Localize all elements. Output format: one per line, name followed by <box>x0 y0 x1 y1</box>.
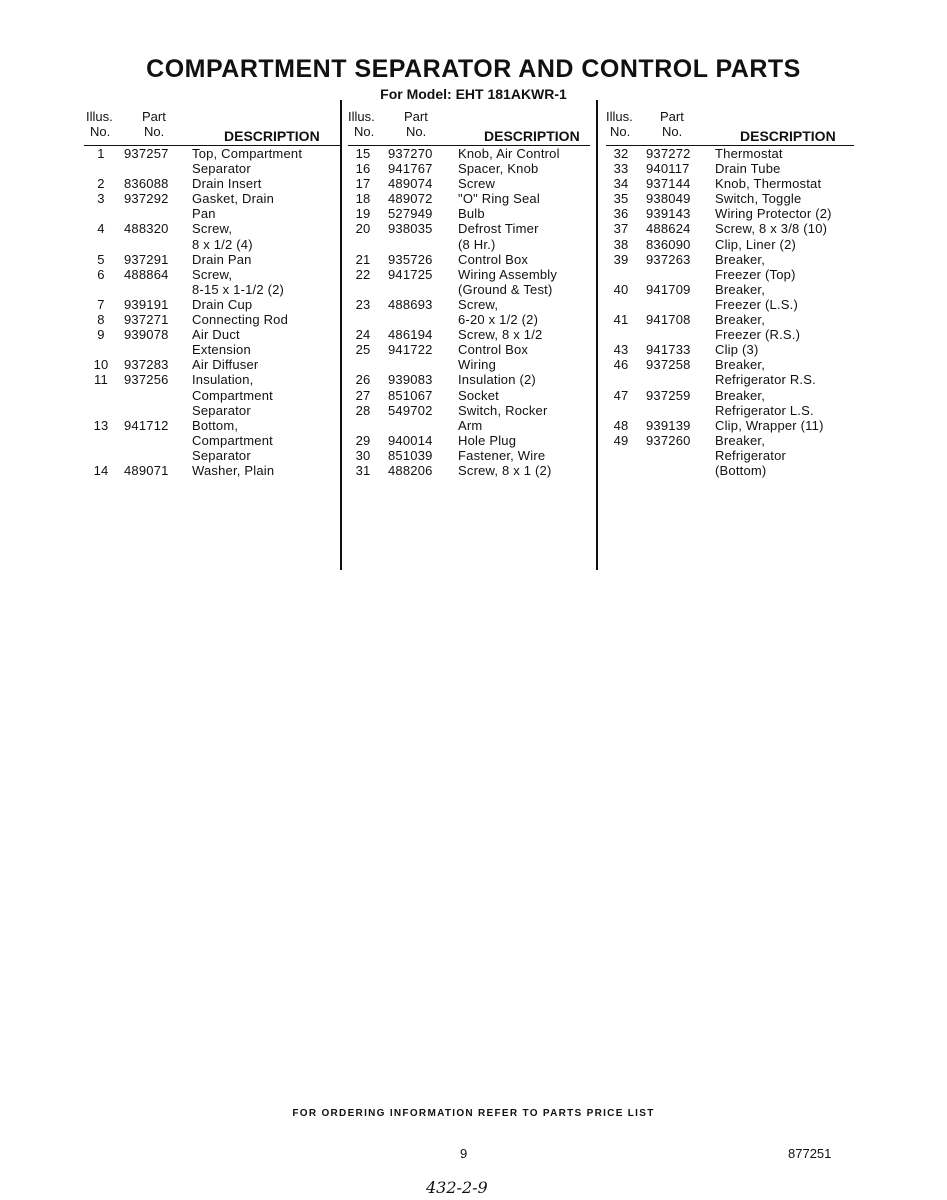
part-number: 937263 <box>646 251 691 267</box>
part-description: Knob, Thermostat <box>715 176 822 192</box>
illus-number: 25 <box>355 342 371 358</box>
part-description: Pan <box>192 206 216 222</box>
part-description: Insulation, <box>192 372 254 388</box>
illus-number <box>606 403 636 418</box>
illus-number: 43 <box>613 342 629 358</box>
header-description: DESCRIPTION <box>224 128 320 144</box>
part-description: Screw, <box>458 296 499 312</box>
parts-row <box>348 221 590 236</box>
parts-row <box>606 297 854 312</box>
illus-number: 21 <box>355 251 371 267</box>
header-illus-line2: No. <box>610 124 631 139</box>
part-description: Defrost Timer <box>458 221 539 237</box>
part-number <box>636 448 715 463</box>
part-description: Thermostat <box>715 146 783 161</box>
parts-row <box>606 237 854 252</box>
parts-row <box>348 357 590 372</box>
header-part-line1: Part <box>404 109 428 124</box>
illus-number <box>84 237 118 252</box>
parts-column-2 <box>348 108 590 478</box>
part-description: Washer, Plain <box>192 462 275 478</box>
part-number: 937283 <box>124 357 169 373</box>
part-number: 527949 <box>388 206 433 222</box>
parts-row <box>84 372 342 387</box>
part-number <box>636 372 715 387</box>
illus-number <box>84 403 118 418</box>
parts-row <box>84 206 342 221</box>
part-number: 488624 <box>646 221 691 237</box>
parts-row <box>606 433 854 448</box>
parts-row <box>606 312 854 327</box>
illus-number <box>348 237 378 252</box>
parts-row <box>348 403 590 418</box>
part-description: Screw, <box>192 221 233 237</box>
part-description: Switch, Toggle <box>715 191 802 207</box>
illus-number: 2 <box>97 176 105 192</box>
part-description: Screw, 8 x 1/2 <box>458 327 543 343</box>
part-number: 937270 <box>388 146 433 161</box>
part-description: Refrigerator L.S. <box>715 402 814 418</box>
parts-rows <box>348 146 590 478</box>
model-subtitle: For Model: EHT 181AKWR-1 <box>380 86 567 102</box>
parts-row <box>606 146 854 161</box>
part-number: 941708 <box>646 312 691 328</box>
parts-row <box>84 418 342 433</box>
part-number <box>636 297 715 312</box>
illus-number <box>348 312 378 327</box>
parts-row <box>84 161 342 176</box>
part-description: Wiring Assembly <box>458 266 558 282</box>
part-number: 937272 <box>646 146 691 161</box>
header-description: DESCRIPTION <box>484 128 580 144</box>
illus-number: 7 <box>97 296 105 312</box>
parts-row <box>84 312 342 327</box>
parts-row <box>606 252 854 267</box>
parts-row <box>348 463 590 478</box>
part-number <box>118 403 192 418</box>
illus-number <box>348 418 378 433</box>
page-title: COMPARTMENT SEPARATOR AND CONTROL PARTS <box>146 55 801 83</box>
parts-row <box>606 327 854 342</box>
part-number <box>636 267 715 282</box>
parts-row <box>84 327 342 342</box>
parts-row <box>606 221 854 236</box>
header-illus-line1: Illus. <box>348 109 375 124</box>
illus-number <box>348 282 378 297</box>
header-illus-line1: Illus. <box>86 109 113 124</box>
part-number: 940117 <box>646 161 690 177</box>
part-number: 488206 <box>388 462 433 478</box>
part-number <box>636 403 715 418</box>
illus-number <box>84 433 118 448</box>
part-number: 939139 <box>646 417 691 433</box>
part-number <box>378 282 458 297</box>
illus-number: 47 <box>613 387 629 403</box>
part-description: Control Box <box>458 342 529 358</box>
part-number: 489074 <box>388 176 433 192</box>
header-description: DESCRIPTION <box>740 128 836 144</box>
part-description: Freezer (Top) <box>715 266 796 282</box>
column-divider-2 <box>596 100 598 570</box>
part-number <box>118 161 192 176</box>
part-description: Air Duct <box>192 327 240 343</box>
parts-row <box>606 161 854 176</box>
part-description: Hole Plug <box>458 432 517 448</box>
parts-row <box>84 237 342 252</box>
parts-row <box>84 252 342 267</box>
illus-number: 18 <box>355 191 371 207</box>
illus-number: 5 <box>97 251 105 267</box>
illus-number: 8 <box>97 312 105 328</box>
part-description: (Bottom) <box>715 462 767 478</box>
parts-row <box>348 146 590 161</box>
part-description: 6-20 x 1/2 (2) <box>458 312 539 328</box>
illus-number: 40 <box>613 281 629 297</box>
column-header <box>348 108 590 146</box>
parts-row <box>348 433 590 448</box>
header-illus-line1: Illus. <box>606 109 633 124</box>
parts-row <box>348 297 590 312</box>
illus-number: 30 <box>355 447 371 463</box>
illus-number: 46 <box>613 357 629 373</box>
part-description: Drain Pan <box>192 251 252 267</box>
part-description: Bottom, <box>192 417 239 433</box>
parts-row <box>606 403 854 418</box>
header-part-line2: No. <box>662 124 683 139</box>
illus-number <box>606 448 636 463</box>
part-number <box>118 206 192 221</box>
part-number: 939143 <box>646 206 691 222</box>
parts-rows <box>606 146 854 478</box>
illus-number <box>84 388 118 403</box>
parts-row <box>606 282 854 297</box>
part-number <box>378 418 458 433</box>
header-part-line2: No. <box>144 124 165 139</box>
part-number: 938035 <box>388 221 433 237</box>
parts-row <box>84 221 342 236</box>
part-number: 937291 <box>124 251 169 267</box>
parts-row <box>348 161 590 176</box>
illus-number: 19 <box>355 206 371 222</box>
illus-number <box>84 206 118 221</box>
part-number: 488693 <box>388 296 433 312</box>
part-description: Drain Insert <box>192 176 262 192</box>
illus-number: 14 <box>93 462 109 478</box>
part-number: 488864 <box>124 266 169 282</box>
ordering-footer: FOR ORDERING INFORMATION REFER TO PARTS PRICE LIST <box>292 1108 655 1119</box>
part-description: "O" Ring Seal <box>458 191 540 207</box>
illus-number: 23 <box>355 296 371 312</box>
part-description: Freezer (R.S.) <box>715 327 801 343</box>
part-description: Breaker, <box>715 251 766 267</box>
part-description: Drain Tube <box>715 161 781 177</box>
part-description: Gasket, Drain <box>192 191 275 207</box>
parts-row <box>84 146 342 161</box>
part-description: Bulb <box>458 206 485 222</box>
part-number <box>118 282 192 297</box>
illus-number <box>84 448 118 463</box>
part-description: Breaker, <box>715 357 766 373</box>
part-number: 937258 <box>646 357 691 373</box>
illus-number <box>84 282 118 297</box>
parts-row <box>348 237 590 252</box>
part-number: 836090 <box>646 236 691 252</box>
part-description: 8-15 x 1-1/2 (2) <box>192 281 285 297</box>
illus-number: 16 <box>355 161 371 177</box>
part-number <box>118 237 192 252</box>
part-number: 489072 <box>388 191 433 207</box>
part-description: Breaker, <box>715 387 766 403</box>
parts-row <box>348 448 590 463</box>
illus-number: 13 <box>93 417 109 433</box>
part-description: Air Diffuser <box>192 357 259 373</box>
part-description: Separator <box>192 447 251 463</box>
part-number <box>118 433 192 448</box>
illus-number <box>606 372 636 387</box>
part-number: 486194 <box>388 327 433 343</box>
part-description: Knob, Air Control <box>458 146 560 161</box>
part-description: Spacer, Knob <box>458 161 539 177</box>
column-header <box>84 108 342 146</box>
illus-number <box>84 161 118 176</box>
part-description: Socket <box>458 387 499 403</box>
parts-row <box>348 176 590 191</box>
part-number: 937144 <box>646 176 691 192</box>
parts-column-1 <box>84 108 342 478</box>
parts-row <box>348 372 590 387</box>
illus-number: 15 <box>355 146 371 161</box>
parts-row <box>606 176 854 191</box>
part-description: Fastener, Wire <box>458 447 546 463</box>
parts-row <box>348 282 590 297</box>
part-description: Freezer (L.S.) <box>715 296 798 312</box>
parts-row <box>606 206 854 221</box>
parts-row <box>84 448 342 463</box>
part-number <box>378 312 458 327</box>
header-part-line1: Part <box>660 109 684 124</box>
parts-row <box>348 388 590 403</box>
part-number: 836088 <box>124 176 169 192</box>
part-description: Wiring <box>458 357 497 373</box>
illus-number: 29 <box>355 432 371 448</box>
parts-row <box>348 252 590 267</box>
illus-number: 31 <box>355 462 371 478</box>
document-number: 877251 <box>788 1146 832 1161</box>
illus-number: 20 <box>355 221 371 237</box>
handwritten-note: 432-2-9 <box>426 1178 488 1197</box>
parts-row <box>606 191 854 206</box>
part-description: Top, Compartment <box>192 146 303 161</box>
part-number: 938049 <box>646 191 691 207</box>
page-number: 9 <box>460 1146 468 1161</box>
part-description: Clip (3) <box>715 342 759 358</box>
part-description: Connecting Rod <box>192 312 289 328</box>
part-description: Drain Cup <box>192 296 253 312</box>
part-description: Switch, Rocker <box>458 402 548 418</box>
illus-number: 37 <box>613 221 629 237</box>
parts-row <box>84 357 342 372</box>
part-number: 937257 <box>124 146 169 161</box>
illus-number <box>348 357 378 372</box>
column-header <box>606 108 854 146</box>
illus-number: 24 <box>355 327 371 343</box>
illus-number: 10 <box>93 357 109 373</box>
illus-number <box>606 327 636 342</box>
illus-number: 48 <box>613 417 629 433</box>
parts-row <box>84 388 342 403</box>
part-description: Insulation (2) <box>458 372 536 388</box>
illus-number: 39 <box>613 251 629 267</box>
header-part-line1: Part <box>142 109 166 124</box>
parts-row <box>606 418 854 433</box>
part-description: Wiring Protector (2) <box>715 206 832 222</box>
illus-number: 41 <box>613 312 629 328</box>
part-number: 941767 <box>388 161 433 177</box>
parts-row <box>348 342 590 357</box>
parts-row <box>84 267 342 282</box>
part-number <box>118 388 192 403</box>
illus-number <box>606 463 636 478</box>
part-number: 937292 <box>124 191 169 207</box>
part-description: (Ground & Test) <box>458 281 553 297</box>
parts-row <box>606 372 854 387</box>
part-description: Refrigerator <box>715 447 787 463</box>
parts-row <box>84 176 342 191</box>
illus-number: 33 <box>613 161 629 177</box>
part-description: Breaker, <box>715 432 766 448</box>
parts-row <box>84 297 342 312</box>
part-number: 488320 <box>124 221 169 237</box>
part-description: Clip, Wrapper (11) <box>715 417 824 433</box>
illus-number: 36 <box>613 206 629 222</box>
part-number <box>636 327 715 342</box>
part-number <box>118 342 192 357</box>
part-description: Clip, Liner (2) <box>715 236 797 252</box>
illus-number: 3 <box>97 191 105 207</box>
part-number <box>118 448 192 463</box>
part-description: Compartment <box>192 432 273 448</box>
parts-row <box>84 433 342 448</box>
illus-number: 49 <box>613 432 629 448</box>
illus-number: 6 <box>97 266 105 282</box>
parts-row <box>84 342 342 357</box>
header-part-line2: No. <box>406 124 427 139</box>
parts-row <box>84 191 342 206</box>
illus-number <box>606 267 636 282</box>
header-illus-line2: No. <box>354 124 375 139</box>
illus-number: 38 <box>613 236 629 252</box>
parts-row <box>606 448 854 463</box>
parts-row <box>606 267 854 282</box>
part-number: 489071 <box>124 462 169 478</box>
header-illus-line2: No. <box>90 124 111 139</box>
illus-number: 9 <box>97 327 105 343</box>
part-number: 937259 <box>646 387 691 403</box>
part-number: 549702 <box>388 402 433 418</box>
part-number: 851067 <box>388 387 433 403</box>
part-number: 939083 <box>388 372 433 388</box>
illus-number: 27 <box>355 387 371 403</box>
parts-row <box>606 342 854 357</box>
illus-number: 11 <box>94 372 108 388</box>
part-number: 851039 <box>388 447 433 463</box>
parts-row <box>84 403 342 418</box>
part-description: Screw, <box>192 266 233 282</box>
parts-row <box>606 463 854 478</box>
part-description: Separator <box>192 402 251 418</box>
part-number: 941733 <box>646 342 691 358</box>
part-description: Arm <box>458 417 483 433</box>
parts-row <box>348 267 590 282</box>
part-number: 941712 <box>124 417 169 433</box>
part-number: 937271 <box>124 312 169 328</box>
parts-row <box>84 282 342 297</box>
part-number: 939191 <box>124 296 169 312</box>
part-description: Control Box <box>458 251 529 267</box>
parts-row <box>348 418 590 433</box>
part-description: Screw, 8 x 1 (2) <box>458 462 552 478</box>
part-description: 8 x 1/2 (4) <box>192 236 253 252</box>
part-number: 941709 <box>646 281 691 297</box>
illus-number <box>84 342 118 357</box>
part-number: 939078 <box>124 327 169 343</box>
illus-number: 1 <box>97 146 105 161</box>
parts-row <box>348 206 590 221</box>
part-description: (8 Hr.) <box>458 236 496 252</box>
part-number: 941725 <box>388 266 433 282</box>
part-description: Screw, 8 x 3/8 (10) <box>715 221 828 237</box>
illus-number: 34 <box>613 176 629 192</box>
part-description: Breaker, <box>715 281 766 297</box>
illus-number: 17 <box>355 176 371 192</box>
parts-row <box>606 388 854 403</box>
part-description: Breaker, <box>715 312 766 328</box>
illus-number: 22 <box>355 266 371 282</box>
part-description: Screw <box>458 176 496 192</box>
part-number <box>636 463 715 478</box>
illus-number: 35 <box>613 191 629 207</box>
part-number: 940014 <box>388 432 433 448</box>
part-number: 937260 <box>646 432 691 448</box>
illus-number: 4 <box>97 221 105 237</box>
part-number <box>378 357 458 372</box>
part-description: Extension <box>192 342 251 358</box>
part-number: 935726 <box>388 251 433 267</box>
parts-column-3 <box>606 108 854 478</box>
part-number <box>378 237 458 252</box>
illus-number <box>606 297 636 312</box>
illus-number: 26 <box>355 372 371 388</box>
part-description: Compartment <box>192 387 273 403</box>
parts-row <box>348 312 590 327</box>
parts-rows <box>84 146 342 478</box>
parts-row <box>348 191 590 206</box>
part-description: Refrigerator R.S. <box>715 372 816 388</box>
parts-row <box>84 463 342 478</box>
illus-number: 28 <box>355 402 371 418</box>
part-number: 937256 <box>124 372 169 388</box>
illus-number: 32 <box>613 146 629 161</box>
parts-row <box>606 357 854 372</box>
parts-row <box>348 327 590 342</box>
part-description: Separator <box>192 161 251 177</box>
part-number: 941722 <box>388 342 433 358</box>
